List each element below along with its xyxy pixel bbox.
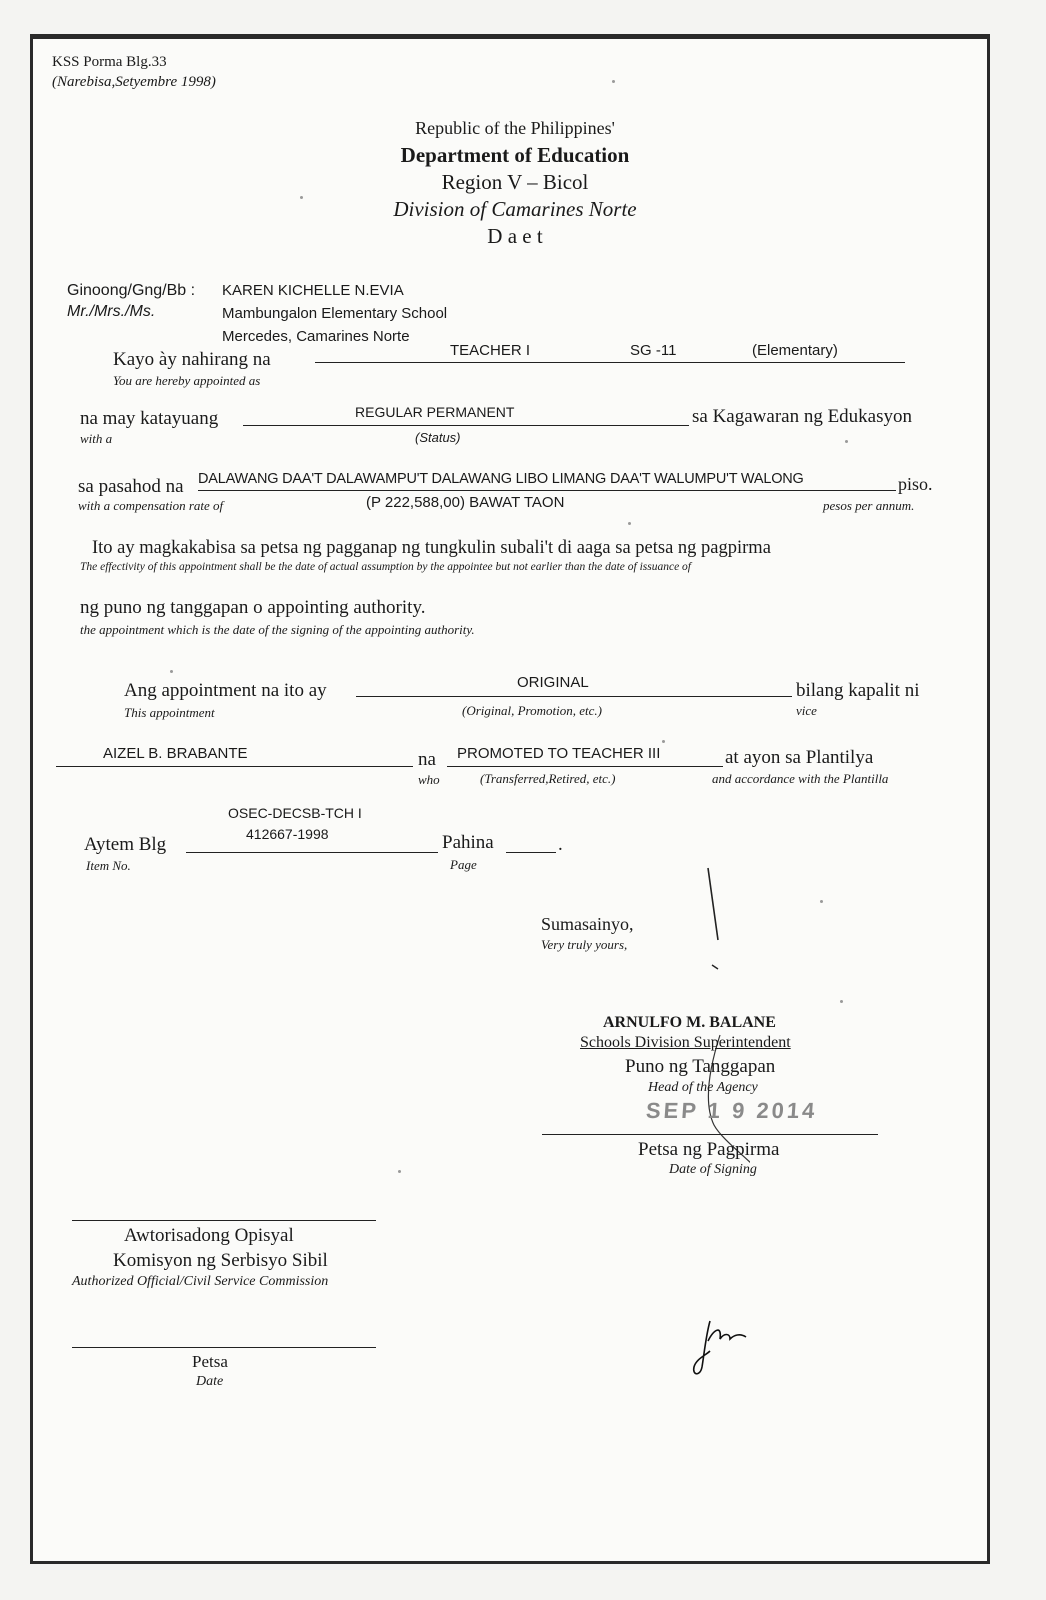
compensation-words: DALAWANG DAA'T DALAWAMPU'T DALAWANG LIBO LIMANG DAA'T WALUMPU'T WALONG [198, 471, 804, 487]
signatory-role-fil: Puno ng Tanggapan [625, 1056, 776, 1077]
signatory-name: ARNULFO M. BALANE [603, 1014, 776, 1031]
closing-fil: Sumasainyo, [541, 914, 634, 934]
vice-name: AIZEL B. BRABANTE [103, 745, 248, 762]
addressee-name: KAREN KICHELLE N.EVIA [222, 282, 404, 299]
signatory-role-en: Head of the Agency [648, 1080, 758, 1095]
vice-na: na [418, 749, 436, 770]
nature-suffix-fil: bilang kapalit ni [796, 680, 920, 701]
csc-signature-line [72, 1220, 376, 1221]
status-caption: (Status) [415, 430, 461, 445]
appointment-salary-grade: SG -11 [630, 342, 677, 359]
scan-speck [840, 1000, 843, 1003]
status-label-fil: na may katayuang [80, 408, 219, 429]
vice-reason: PROMOTED TO TEACHER III [457, 745, 661, 762]
scan-speck [398, 1170, 401, 1173]
appointment-label-fil: Kayo ày nahirang na [113, 349, 271, 370]
date-stamp: SEP 1 9 2014 [645, 1098, 819, 1123]
compensation-suffix-fil: piso. [898, 474, 933, 494]
initials-signature [690, 1315, 760, 1385]
header-department: Department of Education [400, 143, 630, 167]
vice-name-line [56, 766, 413, 767]
status-suffix: sa Kagawaran ng Edukasyon [692, 406, 913, 427]
addressee-label-en: Mr./Mrs./Ms. [67, 303, 156, 320]
scan-speck [612, 80, 615, 83]
scan-speck [628, 522, 631, 525]
status-line [243, 425, 689, 426]
scan-speck [820, 900, 823, 903]
form-code: KSS Porma Blg.33 [52, 54, 167, 70]
appointment-label-en: You are hereby appointed as [113, 373, 261, 388]
appointment-position: TEACHER I [450, 342, 531, 359]
vice-reason-line [447, 766, 723, 767]
effectivity-line1-fil: Ito ay magkakabisa sa petsa ng pagganap ng tungkulin subali't di aaga sa petsa ng pagpirma [92, 538, 771, 558]
addressee-label-fil: Ginoong/Gng/Bb : [67, 282, 196, 299]
header-division: Division of Camarines Norte [393, 197, 637, 221]
csc-line1: Awtorisadong Opisyal [124, 1225, 294, 1246]
compensation-suffix-en: pesos per annum. [823, 498, 915, 513]
signatory-date-label-fil: Petsa ng Pagpirma [638, 1139, 780, 1160]
csc-date-en: Date [196, 1374, 224, 1389]
nature-label-en: This appointment [124, 705, 215, 720]
effectivity-line2-fil: ng puno ng tanggapan o appointing authority. [80, 597, 426, 618]
nature-suffix-en: vice [796, 703, 817, 718]
item-label-fil: Aytem Blg [84, 834, 167, 855]
nature-line [356, 696, 792, 697]
header-republic: Republic of the Philippines' [415, 118, 615, 138]
vice-suffix-fil: at ayon sa Plantilya [725, 747, 874, 768]
appointment-line [315, 362, 905, 363]
status-value: REGULAR PERMANENT [355, 404, 515, 420]
item-label-en: Item No. [86, 858, 131, 873]
item-page-line [506, 852, 556, 853]
signing-date-line [542, 1134, 878, 1135]
effectivity-line1-en: The effectivity of this appointment shall be the date of actual assumption by the appointee but not earlier than the date of issuance of [80, 561, 692, 573]
item-line [186, 852, 438, 853]
item-page-period: . [558, 834, 563, 855]
scan-speck [662, 740, 665, 743]
scan-speck [845, 440, 848, 443]
compensation-amount: (P 222,588,00) BAWAT TAON [366, 494, 565, 511]
csc-date-line [72, 1347, 376, 1348]
addressee-school: Mambungalon Elementary School [222, 305, 448, 322]
item-code-line1: OSEC-DECSB-TCH I [228, 805, 362, 821]
vice-suffix-en: and accordance with the Plantilla [712, 771, 889, 786]
vice-who: who [418, 772, 440, 787]
compensation-line [198, 490, 896, 491]
form-revision: (Narebisa,Setyembre 1998) [52, 74, 216, 90]
signatory-date-label-en: Date of Signing [669, 1162, 757, 1177]
compensation-label-en: with a compensation rate of [78, 498, 224, 513]
effectivity-line2-en: the appointment which is the date of the signing of the appointing authority. [80, 622, 475, 637]
item-page-en: Page [450, 857, 477, 872]
item-page-fil: Pahina [442, 832, 494, 853]
addressee-address: Mercedes, Camarines Norte [222, 328, 410, 345]
csc-line-en: Authorized Official/Civil Service Commission [72, 1274, 329, 1289]
csc-date-fil: Petsa [192, 1352, 228, 1371]
closing-en: Very truly yours, [541, 937, 628, 952]
appointment-level: (Elementary) [752, 342, 838, 359]
status-label-en: with a [80, 431, 113, 446]
signatory-title: Schools Division Superintendent [580, 1034, 791, 1051]
compensation-label-fil: sa pasahod na [78, 476, 184, 497]
scan-speck [170, 670, 173, 673]
nature-value: ORIGINAL [517, 674, 589, 691]
header-region: Region V – Bicol [441, 170, 589, 194]
vice-caption: (Transferred,Retired, etc.) [480, 771, 616, 786]
nature-caption: (Original, Promotion, etc.) [462, 703, 602, 718]
item-code-line2: 412667-1998 [246, 826, 329, 842]
appointment-form-border [30, 34, 990, 1564]
nature-label-fil: Ang appointment na ito ay [124, 680, 327, 701]
header-city: D a e t [487, 224, 543, 248]
csc-line2: Komisyon ng Serbisyo Sibil [113, 1250, 328, 1271]
